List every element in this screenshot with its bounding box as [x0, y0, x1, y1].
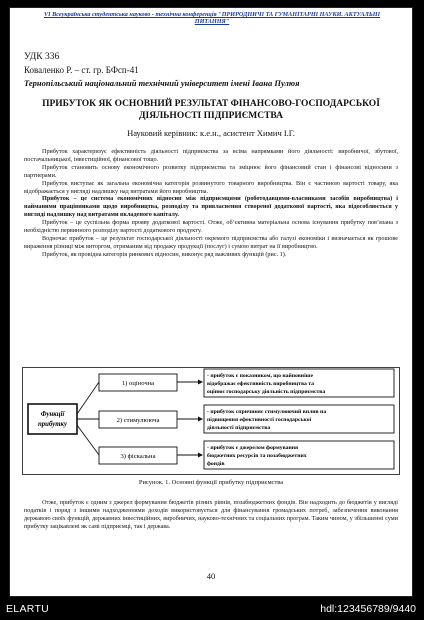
paragraph: Прибуток характеризує ефективність діяльності підприємства за всіма напрямками його діяльності: виробничої, збутової, постачальницької, інвестиційної, фінансової тощо.	[24, 148, 398, 163]
supervisor-line: Науковий керівник: к.е.н., асистент Химич І.Г.	[127, 128, 295, 138]
handle-link[interactable]: hdl:123456789/9440	[320, 603, 416, 615]
connector-line	[77, 382, 99, 414]
description-2-line3: діяльності підприємства	[207, 425, 271, 431]
paragraph: Прибуток, як провідна категорія ринкових відносин, виконує ряд важливих функцій (рис. 1).	[42, 250, 287, 258]
article-body	[24, 148, 398, 259]
root-label-line2: прибутку	[37, 421, 68, 428]
description-1-line1: - прибуток є показником, що найповніше	[207, 373, 313, 379]
root-box	[28, 404, 77, 434]
description-1-line2: відображає ефективність виробництва та	[207, 381, 315, 387]
description-2-line2: підвищення ефективності господарської	[207, 417, 312, 423]
paragraph: Отже, прибуток є одним з джерел формування бюджетів різних рівнів, позабюджетних фондів. Він надходить до бюджетів у вигляді податків і поряд з іншими надходженнями доходів використовується для фінансування громадських потреб, забезпечення виконання державою своїх функцій, державних інвестиційних, виробничих, науково-технічних та соціальних програм. Таким чином, у збільшенні суми прибутку зацікавлені як самі підприємці, так і держава.	[24, 499, 398, 530]
udk-code: УДК 336	[24, 52, 60, 62]
function-label-2: 2) стимулююча	[116, 417, 160, 424]
article-conclusion	[24, 499, 398, 531]
connector-line	[77, 425, 99, 455]
arrow-head	[198, 380, 203, 385]
definition-paragraph: Прибуток – це система економічних відносин між підприємцями (роботодавцями-власниками засобів виробництва) і найманими працівниками щодо виробництва, розподілу та привласнення створеної додаткової вартості, яка відособлюється у вигляді надлишку над витратами вкладеного капіталу.	[24, 195, 398, 219]
description-3-line1: - прибуток є джерелом формування	[207, 445, 299, 451]
description-3-line2: бюджетних ресурсів та позабюджетних	[207, 453, 307, 459]
page-number: 40	[206, 571, 216, 581]
figure-caption: Рисунок. 1. Основні функції прибутку підприємства	[138, 479, 284, 486]
repository-label: ELARTU	[6, 603, 50, 615]
paragraph: Водночас прибуток – це результат господарської діяльності окремого підприємства або галузі економіки і визначається як грошове вираження різниці між виторгом, отриманим від продажу продукції (послуг) і сумою витрат на її виробництво.	[24, 234, 398, 250]
arrow-head	[198, 417, 203, 422]
function-label-1: 1) оціночна	[121, 380, 155, 387]
arrow-head	[198, 453, 203, 458]
paragraph: Прибуток – це суспільна форма прояву додаткової вартості. Отже, об’єктивна матеріальна основа існування прибутку пов’язана з необхідністю первинного розподілу вартості додаткового продукту.	[24, 219, 398, 235]
description-3-line3: фондів	[207, 461, 225, 467]
paragraph: Прибуток виступає як загальна економічна категорія розвинутого товарного виробництва. Він є частиною вартості товару, яка відображається у вигляді надлишку над витратами його виробництва.	[24, 179, 398, 195]
author-line: Коваленко Р. – ст. гр. БФсп-41	[24, 65, 139, 75]
conference-header: VI Всеукраїнська студентська науково - технічна конференція "ПРИРОДНИЧІ ТА ГУМАНІТАРНІ НАУКИ. АКТУАЛЬНІ ПИТАННЯ"	[43, 11, 380, 25]
university-line: Тернопільський національний технічний університет імені Івана Пулюя	[24, 78, 300, 88]
document-page	[10, 8, 412, 596]
article-title: ПРИБУТОК ЯК ОСНОВНИЙ РЕЗУЛЬТАТ ФІНАНСОВО-ГОСПОДАРСЬКОЇ ДІЯЛЬНОСТІ ПІДПРИЄМСТВА	[42, 99, 380, 121]
description-2-line1: - прибуток спричиняє стимулюючий вплив на	[207, 409, 327, 415]
function-label-3: 3) фіскальна	[120, 453, 156, 460]
functions-diagram	[22, 367, 400, 475]
root-label-line1: Функції	[40, 411, 65, 418]
paragraph: Прибуток становить основу економічного розвитку підприємства та зміцнює його фінансовий стан і фінансові відносини з партнерами.	[24, 163, 398, 179]
description-1-line3: оцінює господарську діяльність підприємства	[207, 389, 326, 395]
